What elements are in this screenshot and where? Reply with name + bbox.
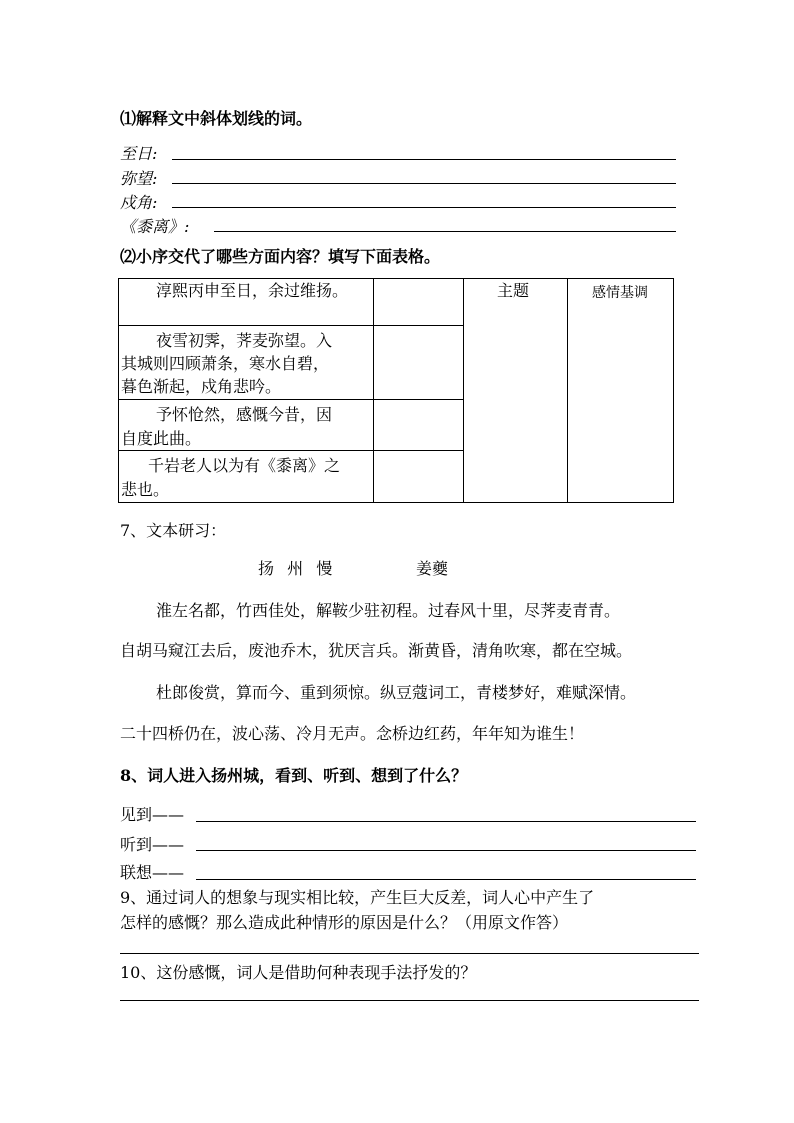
- term-miwang: 弥望:: [120, 169, 158, 188]
- term-zhiri: 至日:: [120, 144, 158, 163]
- q8-heard-label: 听到——: [120, 835, 185, 854]
- q9-line-1: 9、通过词人的想象与现实相比较，产生巨大反差，词人心中产生了: [120, 888, 595, 907]
- table-row-3-line-1: 予怀怆然，感慨今昔，因: [156, 405, 333, 424]
- answer-line-heard[interactable]: [196, 850, 696, 851]
- table-row-4-line-2: 悲也。: [121, 480, 170, 499]
- term-shujiao: 戍角:: [120, 193, 158, 212]
- answer-line-q10[interactable]: [120, 1000, 699, 1001]
- poem-line-4: 二十四桥仍在，波心荡、冷月无声。念桥边红药，年年知为谁生！: [120, 724, 585, 743]
- q7-title: 7、文本研习：: [120, 521, 227, 540]
- table-row-2-line-3: 暮色渐起，戍角悲吟。: [121, 377, 282, 396]
- answer-line-shujiao[interactable]: [172, 207, 676, 208]
- poem-title: 扬 州 慢: [258, 559, 334, 578]
- q10-title: 10、这份感慨，词人是借助何种表现手法抒发的？: [120, 963, 477, 982]
- poem-author: 姜夔: [416, 559, 449, 578]
- answer-line-miwang[interactable]: [172, 183, 676, 184]
- poem-line-1: 淮左名都，竹西佳处，解鞍少驻初程。过春风十里，尽荠麦青青。: [156, 601, 621, 620]
- q2-title: ⑵小序交代了哪些方面内容？填写下面表格。: [120, 247, 441, 266]
- answer-line-seen[interactable]: [196, 821, 696, 822]
- table-row-1: 淳熙丙申至日，余过维扬。: [156, 281, 349, 300]
- table-header-mood: 感情基调: [592, 285, 648, 301]
- table-header-theme: 主题: [497, 281, 530, 300]
- table-row-4-line-1: 千岩老人以为有《黍离》之: [148, 456, 341, 475]
- q8-seen-label: 见到——: [120, 805, 185, 824]
- table-row-3-line-2: 自度此曲。: [121, 429, 202, 448]
- term-shuli: 《黍离》:: [120, 217, 190, 236]
- poem-line-3: 杜郎俊赏，算而今、重到须惊。纵豆蔻词工，青楼梦好，难赋深情。: [156, 683, 637, 702]
- answer-line-zhiri[interactable]: [172, 159, 676, 160]
- q9-line-2: 怎样的感慨？那么造成此种情形的原因是什么？（用原文作答）: [120, 913, 569, 932]
- q8-title: 8、词人进入扬州城，看到、听到、想到了什么？: [120, 766, 468, 785]
- table-row-2-line-2: 其城则四顾萧条，寒水自碧，: [121, 354, 330, 373]
- table-row-2-line-1: 夜雪初霁，荠麦弥望。入: [156, 331, 333, 350]
- q1-title: ⑴解释文中斜体划线的词。: [120, 109, 313, 128]
- q8-imagined-label: 联想——: [120, 863, 185, 882]
- answer-line-imagined[interactable]: [196, 879, 696, 880]
- answer-line-shuli[interactable]: [214, 231, 676, 232]
- answer-line-q9[interactable]: [120, 953, 699, 954]
- poem-line-2: 自胡马窥江去后，废池乔木，犹厌言兵。渐黄昏，清角吹寒，都在空城。: [120, 641, 633, 660]
